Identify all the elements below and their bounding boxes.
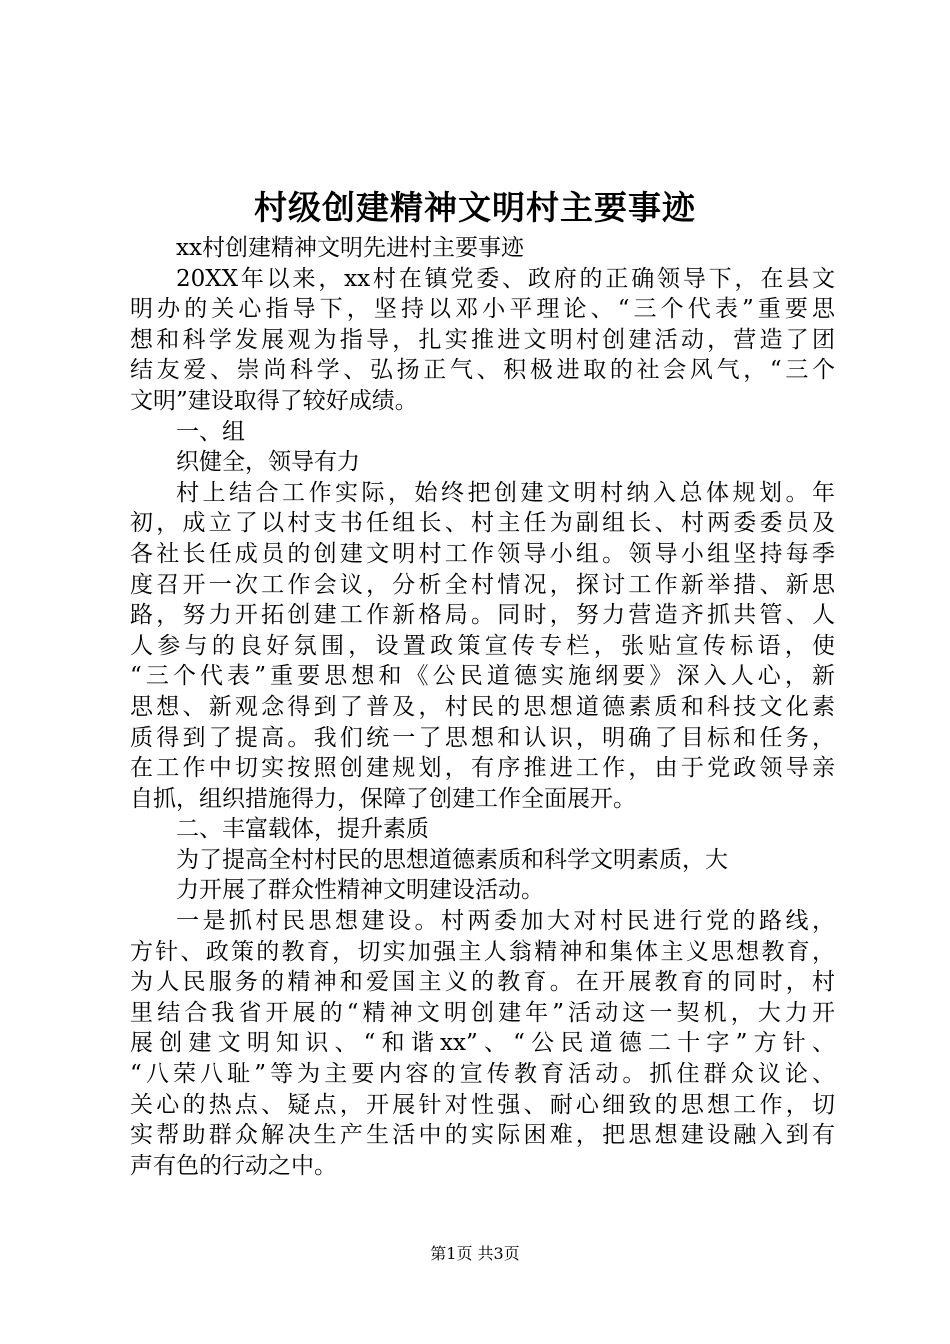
text-line: 20XX年以来，xx村在镇党委、政府的正确领导下，在县文 bbox=[176, 265, 835, 292]
text-line: 织健全，领导有力 bbox=[176, 449, 360, 476]
text-line: 质得到了提高。我们统一了思想和认识，明确了目标和任务， bbox=[130, 724, 835, 751]
text-line: 里结合我省开展的“精神文明创建年”活动这一契机，大力开 bbox=[130, 999, 835, 1026]
text-line: 声有色的行动之中。 bbox=[130, 1152, 337, 1179]
text-line: 思想、新观念得到了普及，村民的思想道德素质和科技文化素 bbox=[130, 693, 835, 720]
document-title: 村级创建精神文明村主要事迹 bbox=[254, 188, 696, 227]
text-line: 力开展了群众性精神文明建设活动。 bbox=[176, 877, 544, 904]
text-line: 初，成立了以村支书任组长、村主任为副组长、村两委委员及 bbox=[130, 510, 835, 537]
text-line: xx村创建精神文明先进村主要事迹 bbox=[176, 235, 524, 261]
text-line: 展创建文明知识、“和谐xx”、“公民道德二十字”方针、 bbox=[130, 1030, 835, 1057]
text-line: 在工作中切实按照创建规划，有序推进工作，由于党政领导亲 bbox=[130, 755, 835, 782]
text-line: 一、组 bbox=[176, 418, 245, 445]
text-line: 自抓，组织措施得力，保障了创建工作全面展开。 bbox=[130, 785, 636, 812]
text-line: 文明”建设取得了较好成绩。 bbox=[130, 387, 418, 414]
text-line: 为人民服务的精神和爱国主义的教育。在开展教育的同时，村 bbox=[130, 969, 835, 996]
page-footer: 第1页 共3页 bbox=[430, 1244, 520, 1263]
text-line: 结友爱、崇尚科学、弘扬正气、积极进取的社会风气，“三个 bbox=[130, 357, 835, 384]
text-line: 各社长任成员的创建文明村工作领导小组。领导小组坚持每季 bbox=[130, 540, 835, 567]
text-line: 实帮助群众解决生产生活中的实际困难，把思想建设融入到有 bbox=[130, 1122, 835, 1149]
text-line: 一是抓村民思想建设。村两委加大对村民进行党的路线， bbox=[176, 908, 835, 935]
text-line: 明办的关心指导下，坚持以邓小平理论、“三个代表”重要思 bbox=[130, 296, 835, 323]
text-line: 二、丰富载体，提升素质 bbox=[176, 816, 429, 843]
text-line: 方针、政策的教育，切实加强主人翁精神和集体主义思想教育， bbox=[130, 938, 835, 965]
text-line: “八荣八耻”等为主要内容的宣传教育活动。抓住群众议论、 bbox=[130, 1061, 835, 1088]
text-line: 度召开一次工作会议，分析全村情况，探讨工作新举措、新思 bbox=[130, 571, 835, 598]
text-line: 想和科学发展观为指导，扎实推进文明村创建活动，营造了团 bbox=[130, 326, 835, 353]
text-line: 路，努力开拓创建工作新格局。同时，努力营造齐抓共管、人 bbox=[130, 602, 835, 629]
text-line: 人参与的良好氛围，设置政策宣传专栏，张贴宣传标语，使 bbox=[130, 632, 835, 659]
text-line: 关心的热点、疑点，开展针对性强、耐心细致的思想工作，切 bbox=[130, 1091, 835, 1118]
document-body bbox=[130, 233, 835, 1181]
text-line: 为了提高全村村民的思想道德素质和科学文明素质，大 bbox=[176, 846, 728, 873]
text-line: “三个代表”重要思想和《公民道德实施纲要》深入人心，新 bbox=[130, 663, 835, 690]
text-line: 村上结合工作实际，始终把创建文明村纳入总体规划。年 bbox=[176, 479, 835, 506]
